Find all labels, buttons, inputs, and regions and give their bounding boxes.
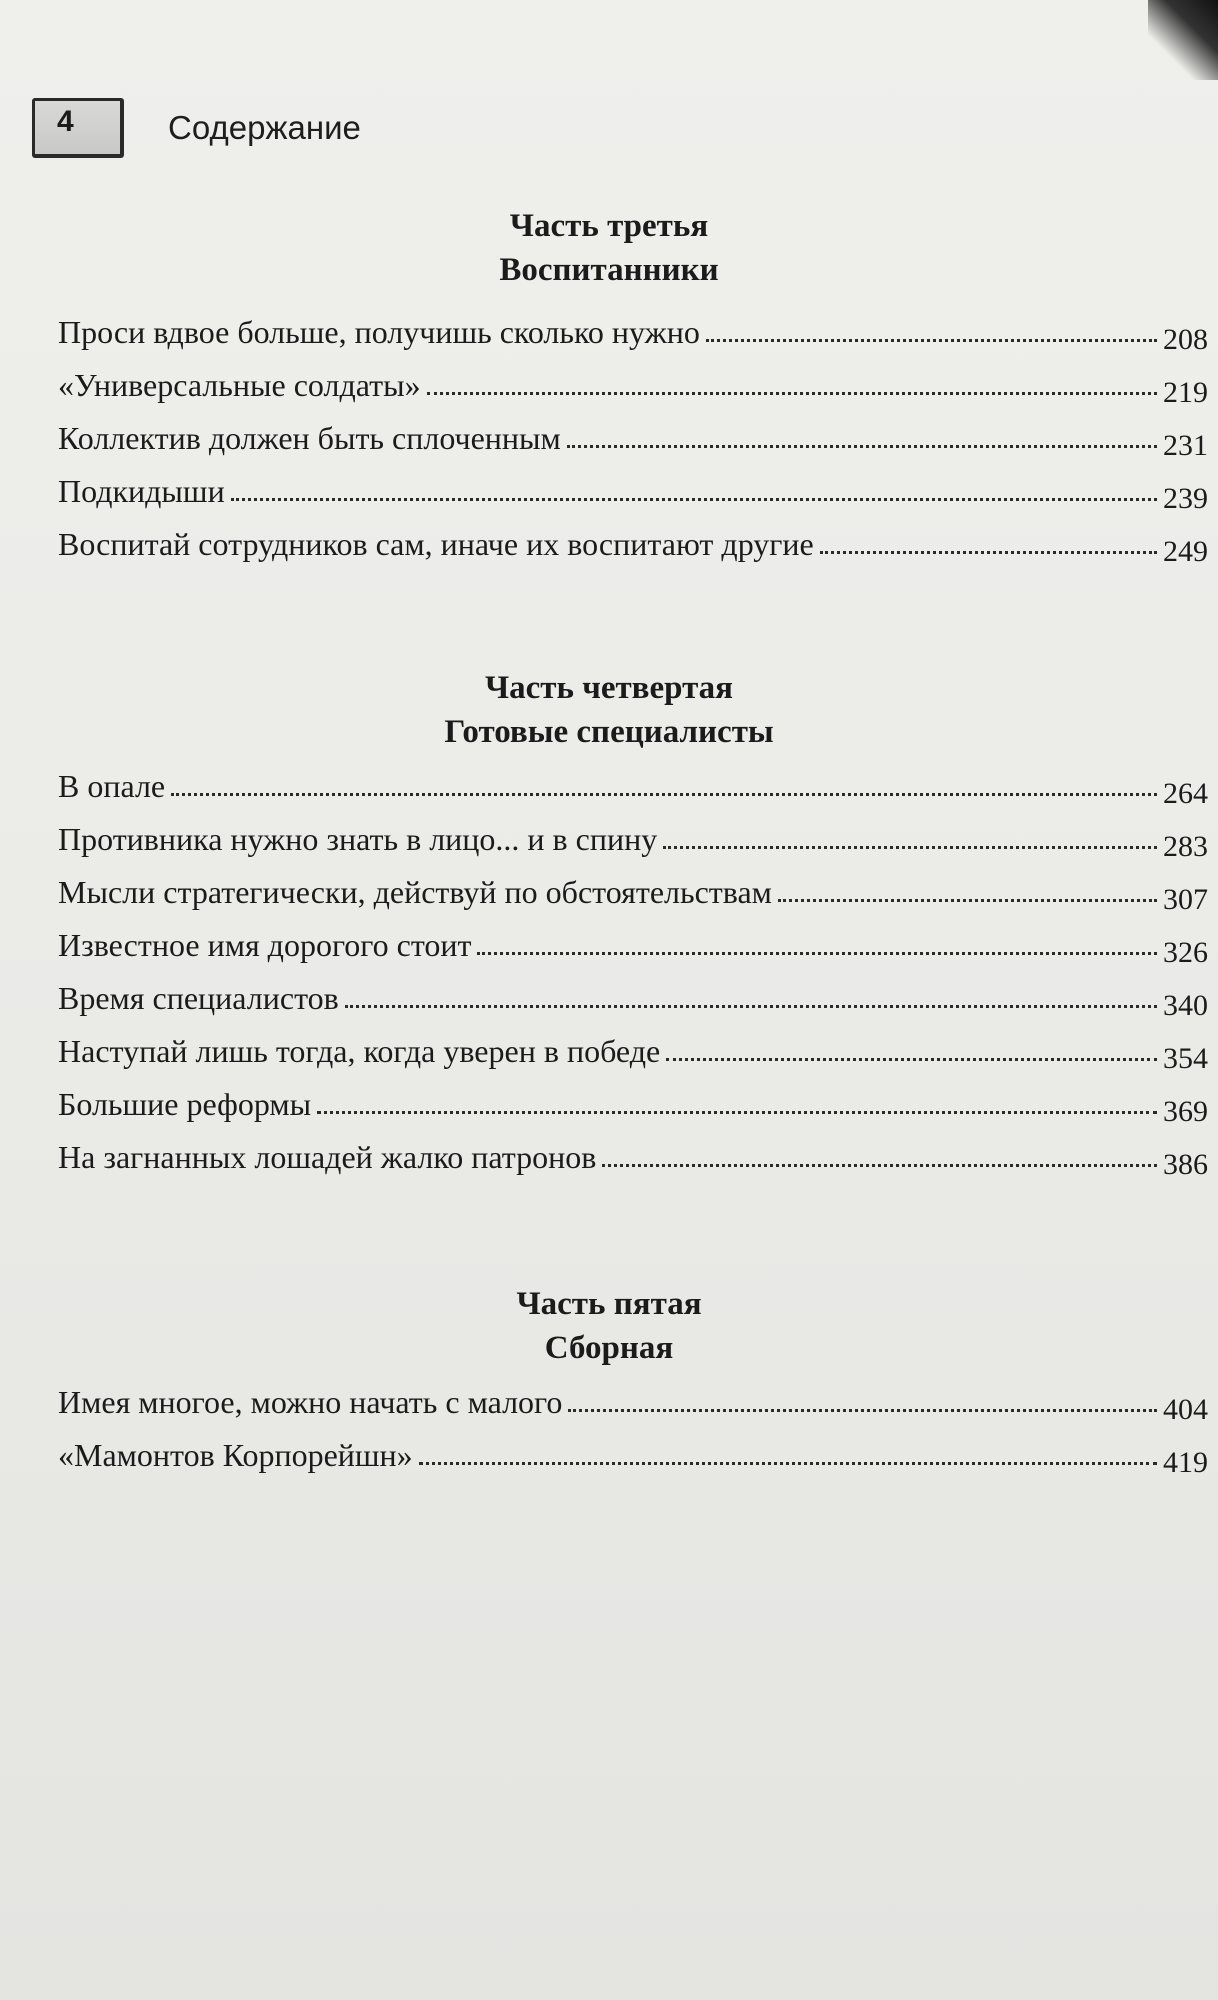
toc-entry — [58, 1123, 1208, 1181]
dot-leader — [663, 846, 1157, 849]
toc-entry-title: «Мамонтов Корпорейшн» — [58, 1437, 413, 1473]
dot-leader — [477, 952, 1157, 955]
part-4-title: Готовые специалисты — [444, 714, 774, 750]
dot-leader — [427, 392, 1157, 395]
toc-entry-page: 231 — [1163, 429, 1208, 462]
toc-entry — [58, 805, 1208, 863]
toc-entry-title: Коллектив должен быть сплоченным — [58, 420, 561, 456]
toc-entry — [58, 404, 1208, 462]
toc-entry-page: 239 — [1163, 482, 1208, 515]
toc-entry — [58, 1368, 1208, 1426]
page-edge-shadow — [1148, 0, 1218, 80]
toc-entry-page: 404 — [1163, 1393, 1208, 1426]
part-3-toc — [58, 298, 1208, 568]
toc-entry — [58, 351, 1208, 409]
page-number-box — [32, 98, 124, 158]
part-3-heading — [0, 204, 1218, 292]
part-5-toc — [58, 1368, 1208, 1479]
part-4-number: Часть четвертая — [484, 670, 734, 706]
toc-entry-title: Известное имя дорогого стоит — [58, 927, 472, 963]
toc-entry-page: 369 — [1163, 1095, 1208, 1128]
dot-leader — [666, 1058, 1157, 1061]
toc-entry-title: Подкидыши — [58, 473, 225, 509]
page-number: 4 — [57, 105, 74, 138]
part-5-number: Часть пятая — [516, 1286, 702, 1322]
dot-leader — [602, 1164, 1157, 1167]
toc-entry-page: 208 — [1163, 323, 1208, 356]
toc-entry-title: Проси вдвое больше, получишь сколько нужно — [58, 314, 700, 350]
dot-leader — [345, 1005, 1157, 1008]
dot-leader — [706, 339, 1157, 342]
part-5-title: Сборная — [544, 1330, 674, 1366]
toc-entry-page: 354 — [1163, 1042, 1208, 1075]
toc-entry-page: 249 — [1163, 535, 1208, 568]
running-header — [32, 96, 361, 160]
toc-entry-title: В опале — [58, 768, 166, 804]
toc-entry — [58, 1421, 1208, 1479]
dot-leader — [419, 1462, 1157, 1465]
dot-leader — [317, 1111, 1157, 1114]
toc-entry-title: «Универсальные солдаты» — [58, 367, 421, 403]
toc-entry-title: Наступай лишь тогда, когда уверен в победе — [58, 1033, 661, 1069]
part-3-title: Воспитанники — [499, 252, 719, 288]
part-5-heading — [0, 1282, 1218, 1370]
toc-entry — [58, 1070, 1208, 1128]
toc-entry — [58, 752, 1208, 810]
toc-entry-title: Воспитай сотрудников сам, иначе их воспитают другие — [58, 526, 814, 562]
toc-entry — [58, 1017, 1208, 1075]
dot-leader — [567, 445, 1157, 448]
toc-entry — [58, 510, 1208, 568]
toc-entry-page: 326 — [1163, 936, 1208, 969]
dot-leader — [820, 551, 1157, 554]
toc-entry-page: 419 — [1163, 1446, 1208, 1479]
dot-leader — [568, 1409, 1157, 1412]
dot-leader — [778, 899, 1157, 902]
part-3-number: Часть третья — [509, 208, 709, 244]
toc-entry-title: Имея многое, можно начать с малого — [58, 1384, 563, 1420]
toc-entry-title: Противника нужно знать в лицо... и в спину — [58, 821, 658, 857]
toc-entry-page: 219 — [1163, 376, 1208, 409]
part-4-heading — [0, 666, 1218, 754]
toc-entry-title: Большие реформы — [58, 1086, 312, 1122]
toc-entry — [58, 911, 1208, 969]
dot-leader — [231, 498, 1157, 501]
dot-leader — [171, 793, 1157, 796]
toc-entry-page: 264 — [1163, 777, 1208, 810]
toc-entry — [58, 858, 1208, 916]
part-4-toc — [58, 752, 1208, 1181]
toc-entry-title: Время специалистов — [58, 980, 339, 1016]
toc-entry — [58, 298, 1208, 356]
toc-entry-page: 307 — [1163, 883, 1208, 916]
toc-entry-title: Мысли стратегически, действуй по обстоятельствам — [58, 874, 772, 910]
toc-entry-page: 283 — [1163, 830, 1208, 863]
toc-entry-page: 386 — [1163, 1148, 1208, 1181]
toc-entry-title: На загнанных лошадей жалко патронов — [58, 1139, 597, 1175]
toc-entry-page: 340 — [1163, 989, 1208, 1022]
toc-entry — [58, 457, 1208, 515]
toc-entry — [58, 964, 1208, 1022]
header-title: Содержание — [168, 109, 361, 146]
